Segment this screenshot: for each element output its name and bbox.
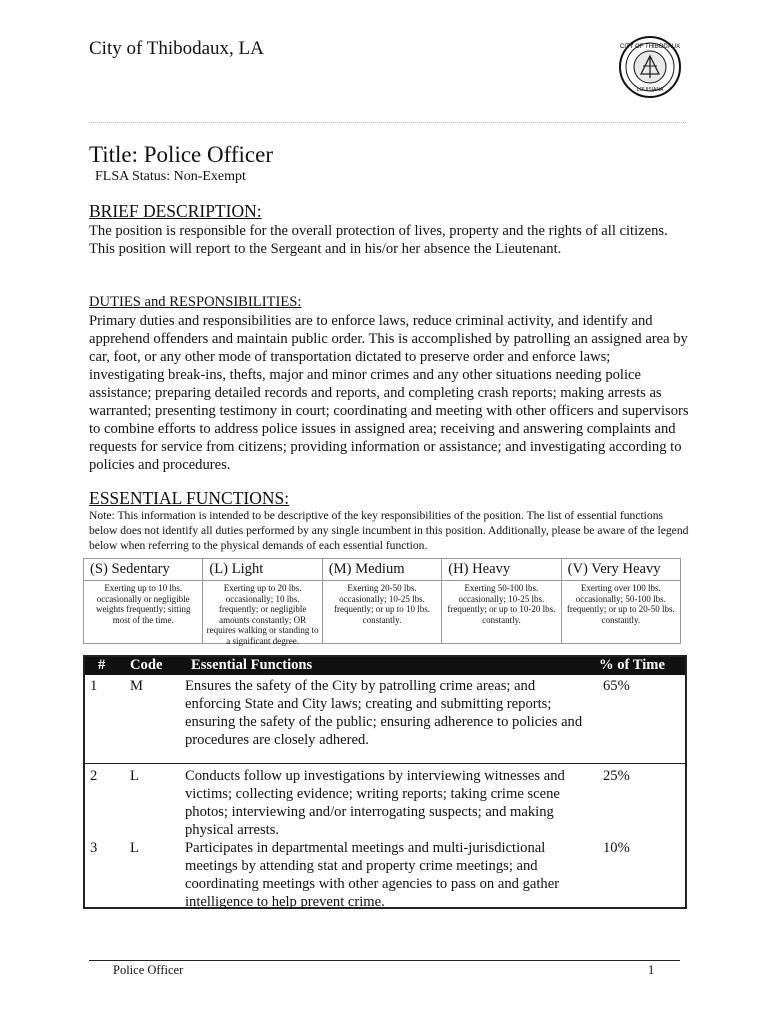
legend-desc: Exerting 20-50 lbs. occasionally; 10-25 lbs. frequently; or up to 10 lbs. constantly. <box>334 583 431 625</box>
city-seal-logo <box>619 36 681 98</box>
footer-divider <box>89 960 680 961</box>
row-num: 3 <box>90 840 98 856</box>
legend-heavy <box>441 559 560 643</box>
row-num: 2 <box>90 768 98 784</box>
header-divider <box>89 122 686 123</box>
legend-label: (H) Heavy <box>442 559 560 581</box>
legend-label: (S) Sedentary <box>84 559 202 581</box>
row-pct: 10% <box>603 840 630 856</box>
footer-title: Police Officer <box>113 963 184 977</box>
row-pct: 65% <box>603 678 630 694</box>
legend-medium <box>322 559 441 643</box>
header-code: Code <box>130 657 163 673</box>
row-desc: Ensures the safety of the City by patrolling crime areas; and enforcing State and City laws; creating and submitting reports; ensuring the safety of the public; ensuring adherence to policies and procedures are closely adhered. <box>185 678 583 748</box>
duties-heading: DUTIES and RESPONSIBILITIES: <box>89 294 302 310</box>
legend-desc: Exerting up to 20 lbs. occasionally; 10 lbs. frequently; or negligible amounts constantly; OR requires walking or standing to a significant degree. <box>206 583 319 646</box>
row-divider <box>85 763 685 764</box>
flsa-status: FLSA Status: Non-Exempt <box>95 169 246 184</box>
seal-text-bottom: LOUISIANA <box>636 87 664 93</box>
legend-very-heavy <box>561 559 680 643</box>
row-desc: Conducts follow up investigations by interviewing witnesses and victims; collecting evidence; writing reports; taking crime scene photos; interviewing and/or interrogating suspects; and making physical arrests. <box>185 768 565 838</box>
legend-sedentary <box>84 559 202 643</box>
legend-desc: Exerting over 100 lbs. occasionally; 50-100 lbs. frequently; or up to 20-50 lbs. constantly. <box>566 583 675 625</box>
seal-text-top: CITY OF THIBODAUX <box>619 44 681 50</box>
legend-desc: Exerting up to 10 lbs. occasionally or negligible weights frequently; sitting most of the time. <box>95 583 191 625</box>
row-num: 1 <box>90 678 98 694</box>
row-code: L <box>130 840 139 856</box>
physical-demand-legend <box>83 558 681 644</box>
page-number: 1 <box>648 963 655 977</box>
header-desc: Essential Functions <box>191 657 313 673</box>
essential-functions-table <box>83 655 687 909</box>
row-pct: 25% <box>603 768 630 784</box>
brief-description-body: The position is responsible for the overall protection of lives, property and the rights of all citizens. This position will report to the Sergeant and in his/or her absence the Lieutenant. <box>89 223 668 257</box>
row-code: L <box>130 768 139 784</box>
header-num: # <box>98 657 106 673</box>
duties-body: Primary duties and responsibilities are to enforce laws, reduce criminal activity, and identify and apprehend offenders and maintain public order. This is accomplished by patrolling an assigned area by car, foot, or any other mode of transportation dictated to preserve order and enforce laws; investigating break-ins, thefts, major and minor crimes and any other situations needing police assistance; preparing detailed records and reports, and completing crash reports; making arrests as warranted; presenting testimony in court; coordinating and meeting with other officers and supervisors to combine efforts to address police issues in assigned area; receiving and answering complaints and requests for service from citizens; providing information or assistance; and investigating according to policies and procedures. <box>89 313 689 473</box>
essential-note: Note: This information is intended to be descriptive of the key responsibilities of the position. The list of essential functions below does not identify all duties performed by any single incumbent in this position. Additionally, please be aware of the legend below when referring to the physical demands of each essential function. <box>89 509 689 552</box>
essential-functions-heading: ESSENTIAL FUNCTIONS: <box>89 488 290 508</box>
legend-label: (V) Very Heavy <box>562 559 680 581</box>
row-desc: Participates in departmental meetings and multi-jurisdictional meetings by attending stat and property crime meetings; and coordinating meetings with other agencies to pass on and gather intelligence to help prevent crime. <box>185 840 560 910</box>
legend-label: (L) Light <box>203 559 321 581</box>
page-title: Title: Police Officer <box>89 142 273 167</box>
brief-description-heading: BRIEF DESCRIPTION: <box>89 201 262 221</box>
legend-desc: Exerting 50-100 lbs. occasionally; 10-25 lbs. frequently; or up to 10-20 lbs. constantly. <box>447 583 556 625</box>
legend-light <box>202 559 321 646</box>
table-header <box>85 657 685 675</box>
row-code: M <box>130 678 143 694</box>
header-city: City of Thibodaux, LA <box>89 38 264 59</box>
legend-label: (M) Medium <box>323 559 441 581</box>
header-pct: % of Time <box>599 657 665 673</box>
